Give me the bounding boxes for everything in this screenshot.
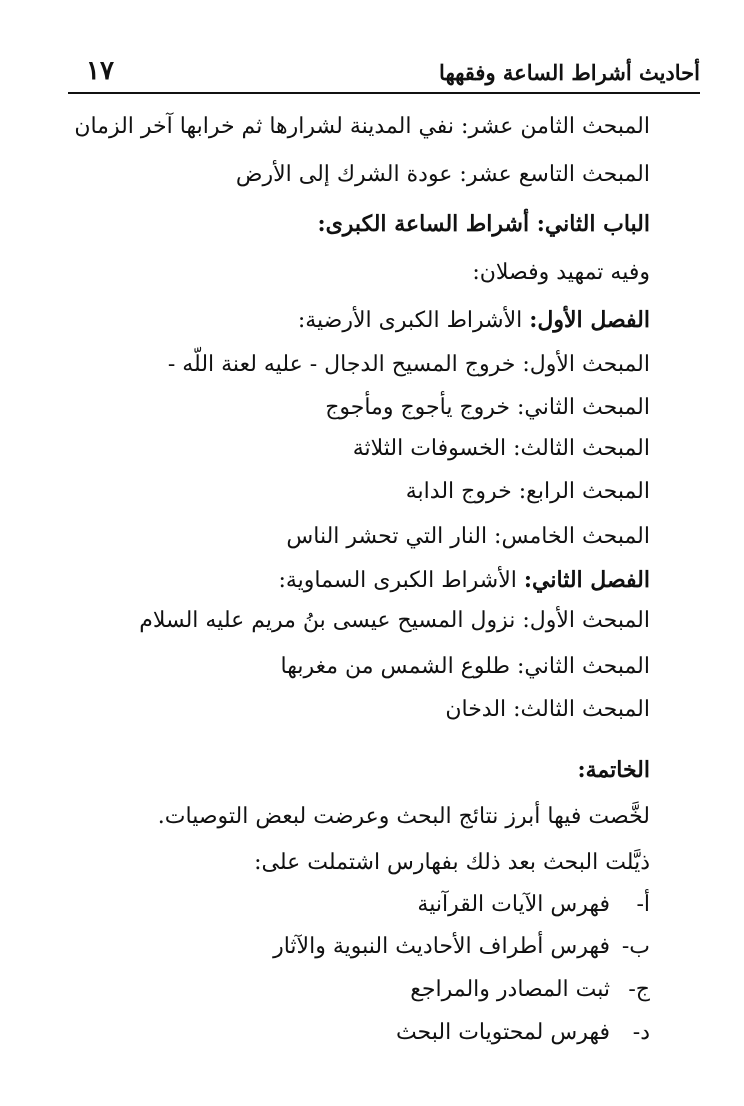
toc-line: المبحث الرابع: خروج الدابة: [405, 479, 650, 504]
page-header: [68, 56, 700, 94]
toc-line: المبحث الأول: خروج المسيح الدجال - عليه لعنة اللّه -: [167, 352, 650, 377]
appendix-item: ب-فهرس أطراف الأحاديث النبوية والآثار: [273, 932, 650, 962]
toc-line: ذيَّلت البحث بعد ذلك بفهارس اشتملت على:: [254, 850, 650, 875]
chapter-label: الفصل الثاني:: [523, 567, 650, 593]
item-letter: د-: [632, 1020, 650, 1045]
chapter-label: الفصل الأول:: [529, 307, 650, 333]
toc-line: المبحث الثامن عشر: نفي المدينة لشرارها ثم خرابها آخر الزمان: [74, 114, 650, 139]
toc-line: المبحث الثالث: الخسوفات الثلاثة: [352, 436, 650, 461]
toc-line: المبحث الثالث: الدخان: [445, 697, 650, 722]
toc-line: المبحث الأول: نزول المسيح عيسى بنُ مريم عليه السلام: [139, 608, 650, 633]
item-letter: ب-: [621, 934, 650, 959]
toc-line: وفيه تمهيد وفصلان:: [472, 260, 650, 285]
chapter-line: الفصل الأول: الأشراط الكبرى الأرضية:: [297, 307, 650, 333]
item-letter: أ-: [636, 892, 650, 917]
toc-line: المبحث الثاني: خروج يأجوج ومأجوج: [325, 395, 650, 420]
section-heading: الباب الثاني: أشراط الساعة الكبرى:: [317, 211, 650, 237]
toc-line: لخَّصت فيها أبرز نتائج البحث وعرضت لبعض التوصيات.: [157, 804, 650, 829]
appendix-item: أ-فهرس الآيات القرآنية: [417, 890, 650, 920]
section-heading: الخاتمة:: [577, 757, 650, 783]
appendix-item: د-فهرس لمحتويات البحث: [396, 1018, 650, 1048]
item-letter: ج-: [628, 977, 650, 1002]
toc-line: المبحث الثاني: طلوع الشمس من مغربها: [280, 654, 650, 679]
toc-line: المبحث التاسع عشر: عودة الشرك إلى الأرض: [235, 162, 650, 187]
appendix-item: ج-ثبت المصادر والمراجع: [410, 975, 650, 1005]
chapter-line: الفصل الثاني: الأشراط الكبرى السماوية:: [278, 567, 650, 593]
running-title: أحاديث أشراط الساعة وفقهها: [439, 60, 700, 85]
page-number: ١٧: [86, 56, 114, 86]
toc-line: المبحث الخامس: النار التي تحشر الناس: [286, 524, 650, 549]
